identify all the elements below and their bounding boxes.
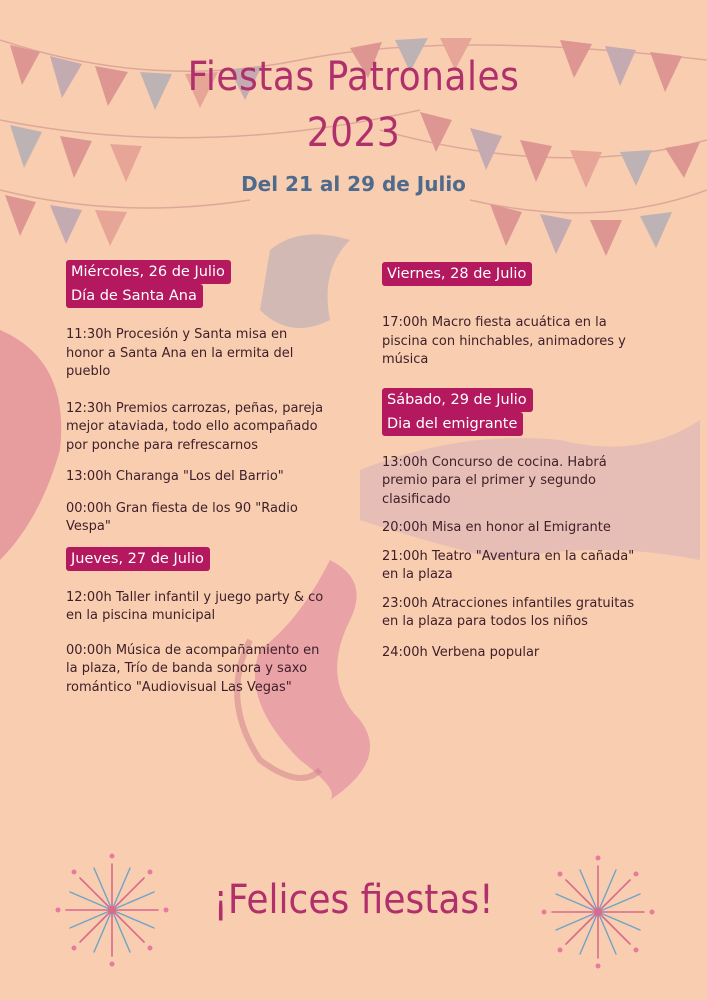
day-heading-wednesday xyxy=(66,260,328,308)
day-heading-friday xyxy=(382,262,644,286)
event-item: 24:00h Verbena popular xyxy=(382,644,540,660)
day-heading-subtitle: Día de Santa Ana xyxy=(66,284,203,308)
event-item: 13:00h Concurso de cocina. Habrá premio para el primer y segundo clasificado xyxy=(382,454,607,507)
event-item: 20:00h Misa en honor al Emigrante xyxy=(382,520,611,535)
day-heading-date: Jueves, 27 de Julio xyxy=(66,547,210,571)
event-item: 17:00h Macro fiesta acuática en la piscina con hinchables, animadores y música xyxy=(382,315,626,367)
day-heading-subtitle: Dia del emigrante xyxy=(382,412,523,436)
event-item: 11:30h Procesión y Santa misa en honor a Santa Ana en la ermita del pueblo xyxy=(66,327,294,379)
day-heading-date: Sábado, 29 de Julio xyxy=(382,388,533,412)
page-title-line2: 2023 xyxy=(306,110,401,156)
event-item: 12:00h Taller infantil y juego party & co en la piscina municipal xyxy=(66,589,324,623)
event-item: 21:00h Teatro "Aventura en la cañada" en la plaza xyxy=(382,548,635,582)
event-item: 12:30h Premios carrozas, peñas, pareja mejor ataviada, todo ello acompañado por ponche para refrescarnos xyxy=(66,400,324,453)
right-column xyxy=(382,262,644,662)
day-heading-date: Miércoles, 26 de Julio xyxy=(66,260,231,284)
event-item: 00:00h Gran fiesta de los 90 "Radio Vespa" xyxy=(66,500,298,534)
event-item: 13:00h Charanga "Los del Barrio" xyxy=(66,469,284,484)
day-heading-thursday xyxy=(66,547,328,571)
event-item: 00:00h Música de acompañamiento en la plaza, Trío de banda sonora y saxo romántico "Audiovisual Las Vegas" xyxy=(66,642,320,695)
page-title-line1: Fiestas Patronales xyxy=(187,54,520,100)
event-item: 23:00h Atracciones infantiles gratuitas en la plaza para todos los niños xyxy=(382,595,635,629)
day-heading-date: Viernes, 28 de Julio xyxy=(382,262,532,286)
day-heading-saturday xyxy=(382,388,644,436)
greeting-text: ¡Felices fiestas! xyxy=(213,877,494,923)
left-column xyxy=(66,260,328,697)
date-range-subtitle: Del 21 al 29 de Julio xyxy=(241,172,466,196)
